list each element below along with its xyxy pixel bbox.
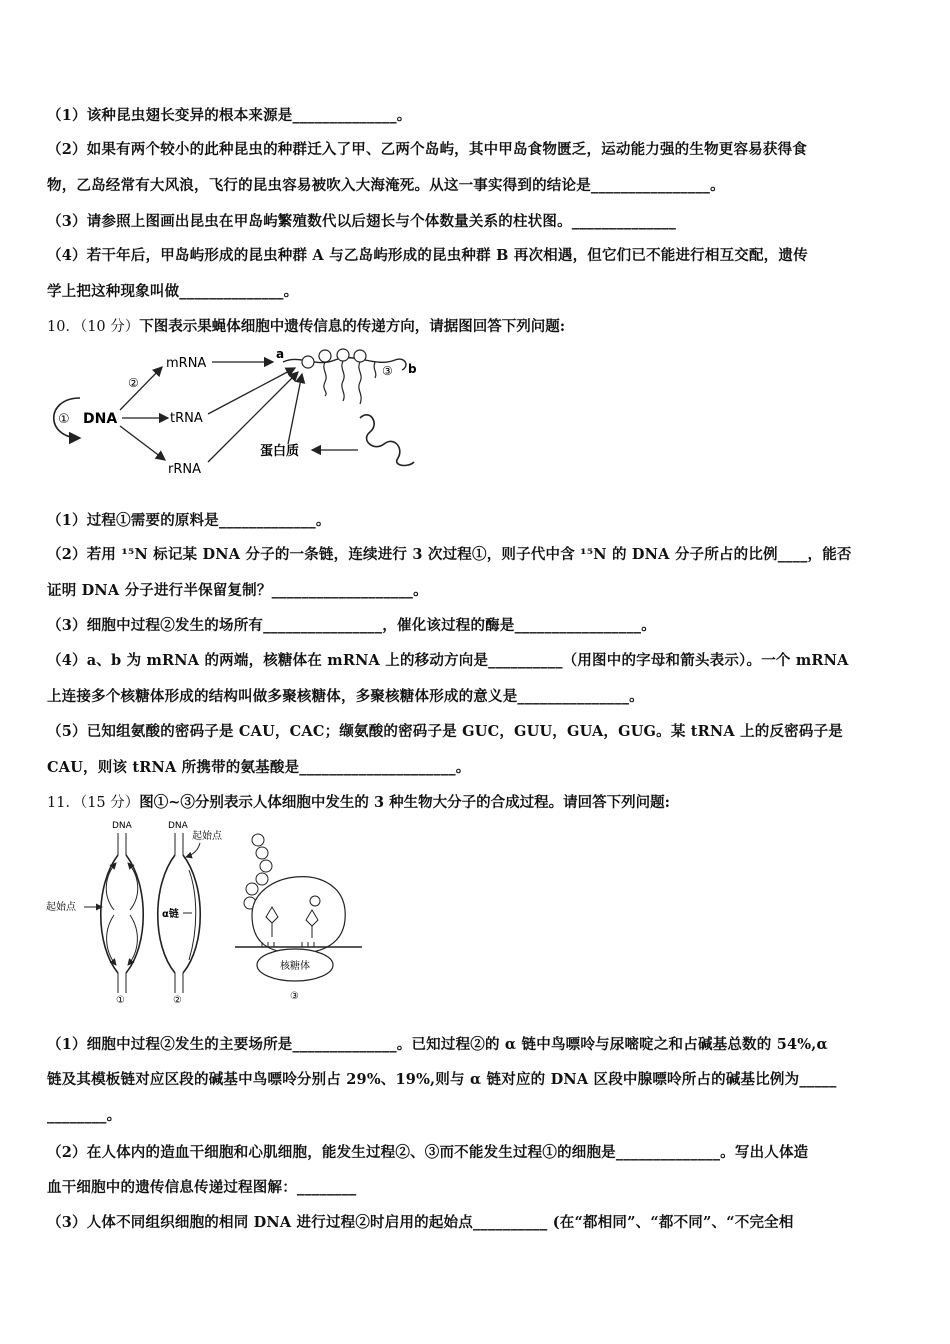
diagram-1-label: ①: [116, 995, 125, 1005]
dna1-new-strand-right: [128, 863, 138, 910]
peptide-chain-4: [374, 362, 376, 378]
start-point-label-2: 起始点: [192, 831, 222, 842]
q10-line-1: （1）过程①需要的原料是_____________。: [47, 512, 331, 529]
q9-line-6: 学上把这种现象叫做______________。: [47, 283, 299, 300]
start-point-label-1: 起始点: [46, 902, 76, 913]
peptide-chain-1: [324, 362, 326, 396]
ribosome-4: [354, 350, 366, 362]
amino-acid-3: [260, 860, 272, 872]
diagram-3-label: ③: [290, 991, 299, 1002]
alpha-chain-label: α链: [162, 909, 179, 920]
amino-acid-5: [246, 883, 258, 895]
q10-line-8: CAU，则该 tRNA 所携带的氨基酸是_____________________。: [47, 759, 471, 776]
q10-line-4: （3）细胞中过程②发生的场所有________________，催化该过程的酶是_________________。: [47, 617, 656, 634]
amino-acid-1: [252, 834, 264, 846]
arrow-dna-mrna: [120, 367, 162, 410]
q9-line-3: 物，乙岛经常有大风浪，飞行的昆虫容易被吹入大海淹死。从这一事实得到的结论是________________。: [47, 177, 725, 194]
q11-header: [47, 791, 670, 812]
q11-line-6: （3）人体不同组织细胞的相同 DNA 进行过程②时启用的起始点__________ (在“都相同”、“都不同”、“不完全相: [47, 1214, 794, 1231]
amino-acid-4: [256, 873, 268, 885]
process-2-label: ②: [128, 376, 139, 390]
q11-line-2: 链及其模板链对应区段的碱基中鸟嘌呤分别占 29%、19%,则与 α 链对应的 DNA 区段中腺嘌呤所占的碱基比例为_____: [47, 1071, 837, 1088]
alpha-chain: [189, 870, 196, 960]
q9-line-5: （4）若干年后，甲岛屿形成的昆虫种群 A 与乙岛屿形成的昆虫种群 B 再次相遇，但它们已不能进行相互交配，遗传: [47, 247, 808, 264]
protein-squiggle: [360, 415, 414, 466]
q10-line-3: 证明 DNA 分子进行半保留复制？___________________。: [47, 582, 428, 599]
mrna-label: mRNA: [166, 356, 207, 371]
trna-amino-acid: [310, 896, 320, 906]
q10-line-6: 上连接多个核糖体形成的结构叫做多聚核糖体，多聚核糖体形成的意义是_______________。: [47, 688, 644, 705]
trna-label: tRNA: [170, 411, 203, 426]
ribosome-2: [319, 350, 331, 362]
q11-line-5: 血干细胞中的遗传信息传递过程图解：________: [47, 1179, 357, 1196]
ribosome-3: [337, 349, 349, 361]
q10-header: [47, 315, 565, 336]
ribosome-body: [252, 877, 345, 954]
q11-line-3: ________。: [47, 1107, 122, 1124]
q10-line-5: （4）a、b 为 mRNA 的两端，核糖体在 mRNA 上的移动方向是__________（用图中的字母和箭头表示）。一个 mRNA: [47, 652, 849, 669]
q11-line-4: （2）在人体内的造血干细胞和心肌细胞，能发生过程②、③而不能发生过程①的细胞是______________。写出人体造: [47, 1144, 809, 1161]
protein-label: 蛋白质: [260, 444, 300, 459]
dna1-new-strand-left: [106, 863, 116, 910]
dna-label-2: DNA: [168, 821, 188, 831]
q10-line-7: （5）已知组氨酸的密码子是 CAU，CAC；缬氨酸的密码子是 GUC，GUU，GUA，GUG。某 tRNA 上的反密码子是: [47, 723, 843, 740]
diagram-2-label: ②: [173, 995, 182, 1005]
peptide-chain-2: [342, 361, 344, 401]
dna-label: DNA: [83, 411, 118, 427]
q10-number: 10．（10 分）: [47, 319, 140, 335]
q9-line-1: （1）该种昆虫翅长变异的根本来源是______________。: [47, 107, 412, 124]
q11-title: 图①~③分别表示人体细胞中发生的 3 种生物大分子的合成过程。请回答下列问题:: [139, 794, 670, 811]
q11-line-1: （1）细胞中过程②发生的主要场所是______________。已知过程②的 α 链中鸟嘌呤与尿嘧啶之和占碱基总数的 54%,α: [47, 1036, 828, 1053]
ribosome-1: [302, 356, 314, 368]
amino-acid-2: [256, 847, 268, 859]
dna2-bubble-right: [183, 855, 200, 973]
q10-title: 下图表示果蝇体细胞中遗传信息的传递方向，请据图回答下列问题:: [139, 318, 566, 335]
ribosome-label: 核糖体: [280, 961, 310, 972]
mrna-end-a: a: [276, 347, 285, 361]
dna-label-1: DNA: [112, 821, 132, 831]
rrna-label: rRNA: [168, 462, 201, 477]
process-3-label: ③: [382, 364, 393, 378]
q11-figure: [40, 815, 370, 1005]
arrow-protein-ribosome: [288, 374, 302, 444]
start-arrow-2: [186, 843, 200, 857]
arrow-dna-rrna: [120, 426, 165, 460]
q10-figure: [40, 340, 430, 480]
mrna-end-b: b: [408, 362, 417, 376]
q11-number: 11．（15 分）: [47, 795, 140, 811]
q10-line-2: （2）若用 ¹⁵N 标记某 DNA 分子的一条链，连续进行 3 次过程①，则子代中含 ¹⁵N 的 DNA 分子所占的比例____，能否: [47, 546, 852, 563]
q9-line-2: （2）如果有两个较小的此种昆虫的种群迁入了甲、乙两个岛屿，其中甲岛食物匮乏，运动能力强的生物更容易获得食: [47, 141, 807, 158]
q9-line-4: （3）请参照上图画出昆虫在甲岛屿繁殖数代以后翅长与个体数量关系的柱状图。______________: [47, 213, 677, 230]
arrow-trna-ribosome: [208, 368, 295, 414]
peptide-chain-3: [359, 362, 361, 404]
process-1-label: ①: [58, 412, 70, 427]
